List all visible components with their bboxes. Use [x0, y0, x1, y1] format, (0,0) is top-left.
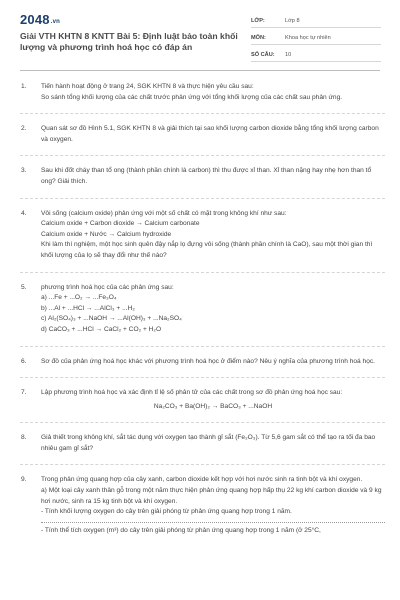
equation-c: c) Al₂(SO₄)₃ + ...NaOH → ...Al(OH)₃ + ...Na₂SO₄	[41, 315, 182, 323]
meta-label: LỚP:	[251, 17, 265, 24]
question-list	[20, 82, 385, 556]
question-2	[20, 124, 385, 156]
question-text: So sánh tổng khối lượng của các chất trước phản ứng với tổng khối lượng của các chất sau phản ứng.	[41, 93, 343, 101]
question-4	[20, 209, 385, 273]
question-text: Giả thiết trong không khí, sắt tác dụng với oxygen tạo thành gỉ sắt (Fe₂O₃). Từ 5,6 gam sắt có thể tạo ra tối đa bao nhiêu gam gỉ sắt?	[41, 434, 376, 452]
equation-b: b) ...Al + ...HCl → ...AlCl₃ + ...H₂	[41, 304, 135, 312]
question-text: Calcium oxide + Nước → Calcium hydroxide	[41, 230, 172, 238]
question-9	[20, 475, 385, 546]
question-text: phương trình hoá học của các phản ứng sau:	[41, 283, 174, 291]
question-number: 2.	[21, 125, 27, 133]
question-text: Lập phương trình hoá học và xác định tỉ lệ số phân tử của các chất trong sơ đồ phản ứng hoá học sau:	[41, 389, 343, 397]
site-logo[interactable]: 2048.vn	[20, 12, 61, 27]
question-1	[20, 82, 385, 114]
question-number: 1.	[21, 83, 27, 90]
question-text: - Tính thể tích oxygen (m³) do cây trên giải phóng từ phản ứng quang hợp trong 1 năm (ở 25°C,	[41, 526, 321, 534]
meta-row-subject	[251, 31, 381, 45]
question-7	[20, 388, 385, 423]
document-header	[0, 0, 400, 66]
reaction-equation: Na₂CO₃ + Ba(OH)₂ → BaCO₃ + ...NaOH	[153, 402, 273, 410]
question-number: 4.	[21, 209, 27, 217]
question-3	[20, 166, 385, 198]
header-divider	[20, 70, 380, 71]
question-number: 8.	[21, 434, 27, 442]
meta-value: 10	[285, 51, 292, 58]
question-text: Tiến hành hoạt động ở trang 24, SGK KHTN 8 và thực hiện yêu cầu sau:	[41, 83, 254, 90]
question-text: a) Một loại cây xanh thân gỗ trong một năm thực hiện phản ứng quang hợp hấp thụ 22 kg khí carbon dioxide và 9 kg hơi nước, sinh ra 15 kg tinh bột và khí oxygen.	[41, 487, 382, 505]
question-number: 3.	[21, 167, 27, 175]
meta-value: Lớp 8	[285, 17, 300, 24]
question-text: Calcium oxide + Carbon dioxide → Calcium carbonate	[41, 220, 200, 228]
question-number: 6.	[21, 357, 27, 365]
question-text: Quan sát sơ đồ Hình 5.1, SGK KHTN 8 và giải thích tại sao khối lượng carbon dioxide bằng tổng khối lượng carbon và oxygen.	[41, 125, 379, 143]
question-8	[20, 433, 385, 465]
equation-d: d) CaCO₃ + ...HCl → CaCl₂ + CO₂ + H₂O	[41, 325, 162, 333]
question-text: Trong phản ứng quang hợp của cây xanh, carbon dioxide kết hợp với hơi nước sinh ra tinh bột và khí oxygen.	[41, 476, 363, 484]
meta-row-count	[251, 48, 381, 62]
question-text: - Tính khối lượng oxygen do cây trên giải phóng từ phản ứng quang hợp trong 1 năm.	[41, 508, 292, 516]
question-6	[20, 357, 385, 379]
question-text: Sau khi đốt cháy than tổ ong (thành phần chính là carbon) thì thu được xỉ than. Xỉ than nặng hay nhẹ hơn than tổ ong? Giải thích.	[41, 167, 372, 185]
page-title: Giải VTH KHTN 8 KNTT Bài 5: Định luật bảo toàn khối lượng và phương trình hoá học có đáp án	[20, 31, 238, 52]
question-text: Vôi sống (calcium oxide) phản ứng với một số chất có mặt trong không khí như sau:	[41, 209, 287, 217]
answer-line	[41, 522, 385, 523]
question-text: Sơ đồ của phản ứng hoá học khác với phương trình hoá học ở điểm nào? Nêu ý nghĩa của phương trình hoá học.	[41, 357, 375, 365]
meta-value: Khoa học tự nhiên	[285, 34, 331, 41]
meta-row-class	[251, 14, 381, 28]
meta-table	[251, 14, 381, 65]
question-number: 7.	[21, 389, 27, 397]
meta-label: SỐ CÂU:	[251, 51, 275, 58]
question-5	[20, 283, 385, 347]
equation-a: a) ...Fe + ...O₂ → ...Fe₃O₄	[41, 294, 117, 302]
meta-label: MÔN:	[251, 34, 266, 41]
question-number: 5.	[21, 283, 27, 291]
question-text: Khi làm thí nghiệm, một học sinh quên đậy nắp lọ đựng vôi sống (thành phần chính là CaO), sau một thời gian thì khối lượng của lọ sẽ thay đổi như thế nào?	[41, 241, 373, 259]
question-number: 9.	[21, 476, 27, 484]
